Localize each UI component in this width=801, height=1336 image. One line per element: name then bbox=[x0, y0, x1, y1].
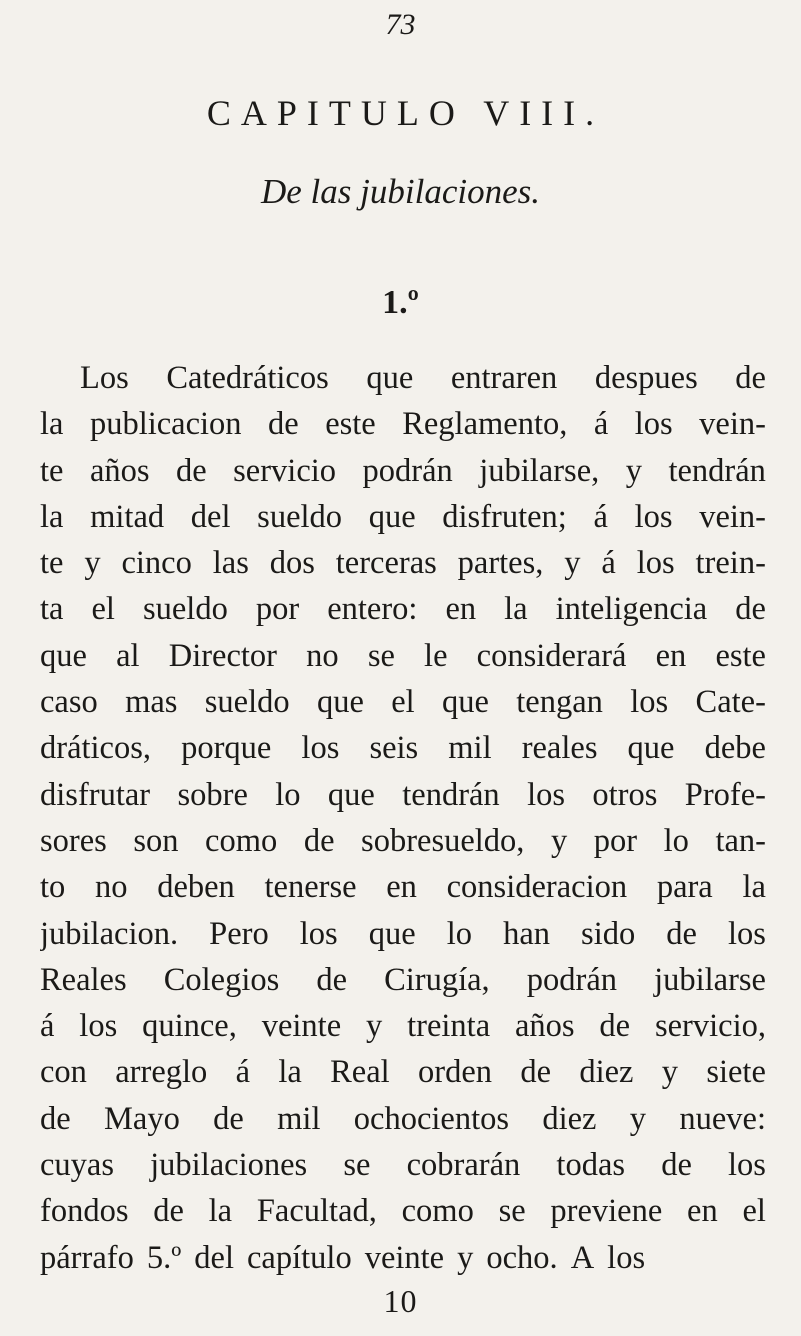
word: como bbox=[205, 822, 278, 859]
word: Mayo bbox=[104, 1100, 180, 1137]
text-line bbox=[40, 1096, 766, 1142]
word: servicio bbox=[233, 452, 337, 489]
word: años bbox=[89, 452, 150, 489]
word: años bbox=[514, 1008, 575, 1045]
word: otros bbox=[592, 776, 658, 813]
word: entraren bbox=[450, 360, 558, 396]
word: cuyas bbox=[40, 1147, 114, 1184]
word: nueve: bbox=[679, 1100, 766, 1137]
word: de bbox=[213, 1100, 244, 1137]
word: de bbox=[175, 452, 207, 489]
word: los bbox=[630, 684, 669, 721]
text-line bbox=[40, 1003, 766, 1049]
word: para bbox=[656, 869, 713, 906]
section-title: De las jubilaciones. bbox=[261, 172, 540, 211]
word: tenerse bbox=[264, 869, 357, 906]
word: Cate- bbox=[695, 684, 766, 721]
word: tendrán bbox=[402, 776, 500, 813]
word: los bbox=[634, 406, 673, 443]
word: se bbox=[343, 1147, 371, 1184]
word: que bbox=[368, 498, 416, 535]
word: Director bbox=[168, 637, 277, 674]
word: tengan bbox=[516, 684, 603, 721]
word: 5.º bbox=[146, 1239, 182, 1276]
word: te bbox=[40, 452, 64, 489]
word: sores bbox=[40, 822, 107, 859]
word: los bbox=[728, 1147, 766, 1184]
word: disfrutar bbox=[40, 776, 151, 813]
word: y bbox=[84, 545, 101, 582]
word: cobrarán bbox=[406, 1147, 521, 1184]
word: no bbox=[306, 637, 339, 674]
word: sobresueldo, bbox=[361, 822, 525, 859]
word: Pero bbox=[209, 915, 269, 952]
word: los bbox=[527, 776, 565, 813]
word: á bbox=[593, 498, 608, 535]
word: de bbox=[268, 406, 299, 443]
word: que bbox=[327, 776, 375, 813]
word: de bbox=[666, 915, 697, 952]
word: de bbox=[661, 1147, 692, 1184]
text-line bbox=[40, 818, 766, 864]
word: siete bbox=[706, 1054, 766, 1091]
word: la bbox=[742, 869, 766, 906]
word: que bbox=[366, 360, 414, 396]
word: este bbox=[715, 637, 766, 674]
word: la bbox=[504, 591, 528, 628]
page-number: 73 bbox=[385, 8, 416, 41]
text-line bbox=[40, 1049, 766, 1095]
text-line bbox=[40, 401, 766, 447]
word: de bbox=[40, 1100, 71, 1137]
word: arreglo bbox=[115, 1054, 208, 1091]
word: disfruten; bbox=[442, 498, 567, 535]
word: Reglamento, bbox=[402, 406, 568, 443]
word: sueldo bbox=[257, 498, 343, 535]
word: no bbox=[94, 869, 128, 906]
chapter-title: CAPITULO VIII. bbox=[206, 93, 605, 133]
word: y bbox=[661, 1054, 679, 1091]
word: Real bbox=[330, 1054, 390, 1091]
word: lo bbox=[275, 776, 301, 813]
word: á bbox=[601, 545, 616, 582]
word: los bbox=[79, 1008, 118, 1045]
body-paragraph bbox=[40, 355, 766, 1281]
word: y bbox=[625, 452, 642, 489]
text-line bbox=[40, 448, 766, 494]
word: diez bbox=[542, 1100, 597, 1137]
word: de bbox=[153, 1193, 184, 1230]
text-line bbox=[40, 725, 766, 771]
text-line bbox=[40, 540, 766, 586]
word: tan- bbox=[715, 822, 766, 859]
word: publicacion bbox=[89, 406, 242, 443]
word: por bbox=[255, 591, 300, 628]
word: jubilarse bbox=[654, 961, 766, 998]
text-line bbox=[40, 911, 766, 957]
word: la bbox=[40, 406, 64, 443]
word: mil bbox=[448, 730, 492, 767]
word: se bbox=[367, 637, 395, 674]
word: que bbox=[40, 637, 87, 674]
word: son bbox=[133, 822, 179, 859]
word: en bbox=[445, 591, 477, 628]
word: el bbox=[91, 591, 115, 628]
word: el bbox=[742, 1193, 766, 1230]
word: de bbox=[599, 1008, 631, 1045]
word: se bbox=[498, 1193, 526, 1230]
word: párrafo bbox=[40, 1239, 134, 1276]
word: Los bbox=[80, 360, 129, 396]
word: y bbox=[550, 822, 568, 859]
word: como bbox=[401, 1193, 474, 1230]
word: Profe- bbox=[684, 776, 766, 813]
word: jubilaciones bbox=[150, 1147, 308, 1184]
text-line bbox=[40, 494, 766, 540]
word: considerará bbox=[476, 637, 627, 674]
word: que bbox=[442, 684, 489, 721]
word: jubilarse, bbox=[479, 452, 600, 489]
word: to bbox=[40, 869, 66, 906]
word: todas bbox=[556, 1147, 626, 1184]
word: ochocientos bbox=[353, 1100, 510, 1137]
word: los bbox=[607, 1239, 646, 1276]
word: veinte bbox=[364, 1239, 445, 1276]
word: y bbox=[457, 1239, 474, 1276]
word: sido bbox=[581, 915, 636, 952]
word: que bbox=[316, 684, 364, 721]
text-line bbox=[40, 1235, 766, 1281]
signature-mark: 10 bbox=[383, 1283, 418, 1319]
word: cinco bbox=[121, 545, 192, 582]
word: reales bbox=[521, 730, 598, 767]
word: los bbox=[301, 730, 340, 767]
word: lo bbox=[663, 822, 689, 859]
word: sueldo bbox=[204, 684, 290, 721]
word: despues bbox=[594, 360, 698, 396]
word: quince, bbox=[142, 1008, 237, 1045]
word: fondos bbox=[40, 1193, 129, 1230]
word: inteligencia bbox=[555, 591, 708, 628]
word: mitad bbox=[90, 498, 165, 535]
word: Cirugía, bbox=[384, 961, 490, 998]
word: que bbox=[368, 915, 416, 952]
word: los bbox=[299, 915, 338, 952]
text-line bbox=[40, 957, 766, 1003]
word: este bbox=[325, 406, 376, 443]
word: y bbox=[629, 1100, 647, 1137]
word: jubilacion. bbox=[40, 915, 179, 952]
word: ta bbox=[40, 591, 64, 628]
word: mil bbox=[277, 1100, 321, 1137]
word: los bbox=[634, 498, 673, 535]
word: porque bbox=[181, 730, 272, 767]
word: la bbox=[40, 498, 64, 535]
text-line bbox=[40, 355, 766, 401]
word: Facultad, bbox=[256, 1193, 377, 1230]
word: partes, bbox=[457, 545, 544, 582]
word: sobre bbox=[177, 776, 248, 813]
word: en bbox=[386, 869, 417, 906]
word: consideracion bbox=[446, 869, 628, 906]
word: vein- bbox=[699, 406, 766, 443]
word: treinta bbox=[407, 1008, 491, 1045]
word: diez bbox=[579, 1054, 634, 1091]
word: le bbox=[424, 637, 448, 674]
word: lo bbox=[446, 915, 473, 952]
word: y bbox=[366, 1008, 383, 1045]
word: á bbox=[235, 1054, 251, 1091]
word: de bbox=[316, 961, 348, 998]
word: en bbox=[687, 1193, 718, 1230]
word: vein- bbox=[699, 498, 766, 535]
text-line bbox=[40, 679, 766, 725]
word: Reales bbox=[40, 961, 127, 998]
text-line bbox=[40, 586, 766, 632]
word: podrán bbox=[526, 961, 617, 998]
word: los bbox=[728, 915, 766, 952]
word: Catedráticos bbox=[166, 360, 329, 396]
word: deben bbox=[157, 869, 235, 906]
word: te bbox=[40, 545, 64, 582]
word: del bbox=[194, 1239, 234, 1276]
word: á bbox=[593, 406, 609, 443]
word: dos bbox=[269, 545, 315, 582]
word: de bbox=[735, 360, 766, 396]
word: de bbox=[303, 822, 335, 859]
word: sueldo bbox=[142, 591, 228, 628]
word: de bbox=[735, 591, 766, 628]
word: capítulo bbox=[247, 1239, 352, 1276]
word: la bbox=[278, 1054, 302, 1091]
word: Colegios bbox=[163, 961, 280, 998]
word: han bbox=[503, 915, 550, 952]
word: del bbox=[190, 498, 231, 535]
text-line bbox=[40, 1142, 766, 1188]
word: la bbox=[208, 1193, 233, 1230]
word: los bbox=[636, 545, 675, 582]
text-line bbox=[40, 633, 766, 679]
word: por bbox=[593, 822, 638, 859]
word: con bbox=[40, 1054, 87, 1091]
word: entero: bbox=[327, 591, 418, 628]
word: debe bbox=[704, 730, 766, 767]
word: de bbox=[520, 1054, 551, 1091]
word: las bbox=[212, 545, 249, 582]
word: previene bbox=[550, 1193, 663, 1230]
text-line bbox=[40, 772, 766, 818]
text-line bbox=[40, 864, 766, 910]
word: dráticos, bbox=[40, 730, 152, 767]
word: en bbox=[655, 637, 687, 674]
word: y bbox=[564, 545, 581, 582]
word: el bbox=[391, 684, 415, 721]
word: veinte bbox=[261, 1008, 342, 1045]
word: seis bbox=[369, 730, 419, 767]
word: terceras bbox=[335, 545, 437, 582]
word: podrán bbox=[362, 452, 453, 489]
word: al bbox=[116, 637, 140, 674]
word: ocho. bbox=[486, 1239, 558, 1276]
text-line bbox=[40, 1188, 766, 1234]
word: caso bbox=[40, 684, 98, 721]
word: A bbox=[570, 1239, 595, 1276]
word: que bbox=[627, 730, 675, 767]
word: trein- bbox=[695, 545, 766, 582]
word: mas bbox=[125, 684, 178, 721]
word: servicio, bbox=[654, 1008, 766, 1045]
word: á bbox=[40, 1008, 55, 1045]
word: tendrán bbox=[668, 452, 766, 489]
word: orden bbox=[418, 1054, 492, 1091]
article-number: 1.º bbox=[382, 284, 419, 321]
